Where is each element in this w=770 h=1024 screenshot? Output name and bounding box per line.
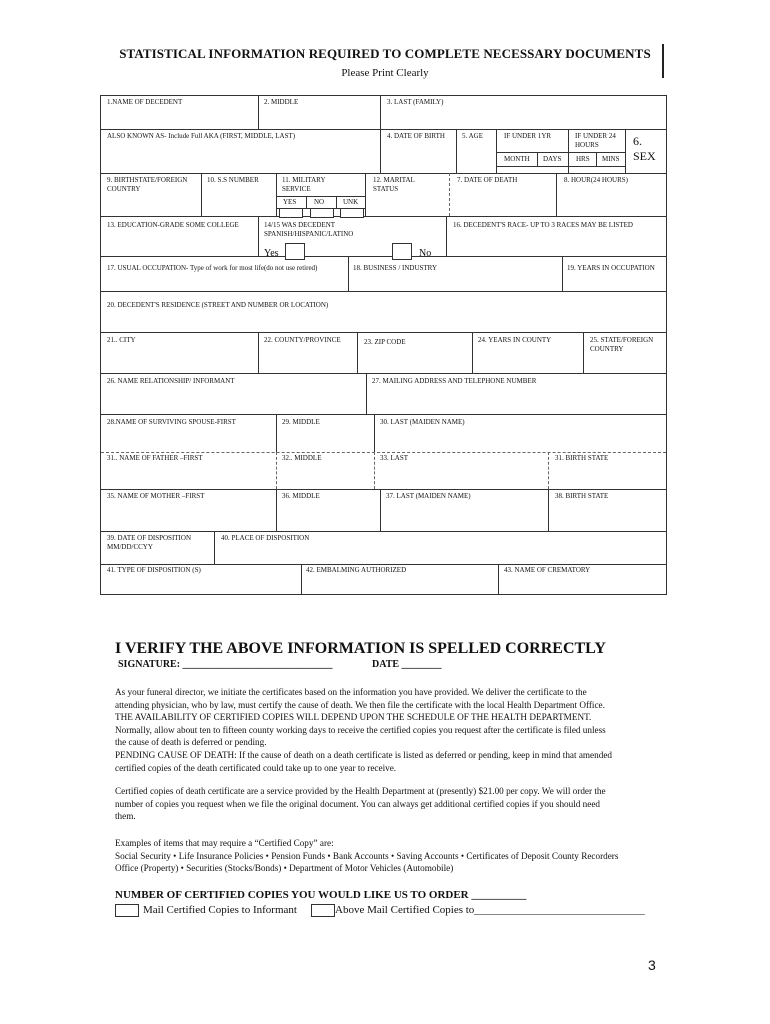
field-middle: 2. MIDDLE: [264, 98, 299, 106]
field-education: 13. EDUCATION-GRADE SOME COLLEGE: [107, 221, 239, 229]
military-no: NO: [314, 198, 325, 206]
mail-informant-checkbox[interactable]: [115, 904, 139, 917]
field-hour-24: 8. HOUR(24 HOURS): [564, 176, 628, 184]
para-line: Normally, allow about ten to fifteen county working days to receive the certified copies you request after the certificate is filed unless: [115, 724, 606, 735]
field-country: COUNTRY: [107, 185, 141, 193]
field-also-known-as: ALSO KNOWN AS- Include Full AKA (FIRST, MIDDLE, LAST): [107, 132, 296, 140]
col-divider: [276, 414, 277, 452]
field-name-of-decedent: 1.NAME OF DECEDENT: [107, 98, 183, 106]
col-divider: [583, 332, 584, 373]
col-divider: [336, 196, 337, 208]
col-divider: [276, 173, 277, 216]
field-years-in-occupation: 19. YEARS IN OCCUPATION: [567, 264, 655, 272]
field-days: DAYS: [543, 155, 562, 163]
field-marital: 12. MARITAL: [373, 176, 415, 184]
field-usual-occupation: 17. USUAL OCCUPATION- Type of work for most life(do not use retired): [107, 264, 318, 272]
field-residence: 20. DECEDENT'S RESIDENCE (STREET AND NUMBER OR LOCATION): [107, 301, 329, 309]
military-unk: UNK: [343, 198, 359, 206]
field-hours: HOURS: [575, 141, 599, 149]
row-divider: [101, 216, 666, 217]
col-divider: [380, 489, 381, 531]
subrow-divider: [276, 196, 365, 197]
signature-line[interactable]: SIGNATURE: ______________________________: [118, 659, 333, 670]
hispanic-no-checkbox[interactable]: [392, 243, 412, 260]
subrow-divider: [496, 152, 625, 153]
col-divider: [625, 129, 626, 173]
field-county-province: 22. COUNTY/PROVINCE: [264, 336, 341, 344]
paragraph-funeral-director: [115, 686, 675, 774]
para-line: Social Security • Life Insurance Policies • Pension Funds • Bank Accounts • Saving Accounts • Certificates of Deposit County Recorders: [115, 850, 619, 861]
col-divider: [301, 564, 302, 594]
field-spanish-hispanic: SPANISH/HISPANIC/LATINO: [264, 230, 354, 238]
row-divider: [101, 373, 666, 374]
field-date-of-death: 7. DATE OF DEATH: [457, 176, 518, 184]
field-mins: MINS: [602, 155, 620, 163]
field-mother-middle: 36. MIDDLE: [282, 492, 320, 500]
date-line[interactable]: DATE ________: [372, 659, 442, 670]
field-spouse-middle: 29. MIDDLE: [282, 418, 320, 426]
col-divider: [374, 414, 375, 452]
above-mail-label[interactable]: Above Mail Certified Copies to_______________________________: [335, 904, 645, 916]
field-date-format: MM/DD/CCYY: [107, 543, 153, 551]
statistical-form: [100, 95, 667, 595]
field-military: 11. MILITARY: [282, 176, 326, 184]
col-divider: [276, 452, 277, 489]
col-divider: [498, 564, 499, 594]
field-zip-code: 23. ZIP CODE: [364, 338, 406, 346]
subrow-divider: [496, 166, 625, 167]
page-number: 3: [648, 957, 656, 973]
field-if-under-24: IF UNDER 24: [575, 132, 616, 140]
col-divider: [537, 152, 538, 166]
field-type-of-disposition: 41. TYPE OF DISPOSITION (S): [107, 566, 201, 574]
row-divider: [101, 489, 666, 490]
form-subtitle: Please Print Clearly: [341, 67, 429, 79]
form-title: STATISTICAL INFORMATION REQUIRED TO COMPLETE NECESSARY DOCUMENTS: [119, 46, 651, 61]
hispanic-no-label: No: [419, 248, 432, 259]
field-city: 21.. CITY: [107, 336, 136, 344]
field-sex: 6. SEX: [633, 134, 656, 163]
para-line: THE AVAILABILITY OF CERTIFIED COPIES WILL DEPEND UPON THE SCHEDULE OF THE HEALTH DEPARTMENT.: [115, 712, 592, 723]
field-crematory: 43. NAME OF CREMATORY: [504, 566, 591, 574]
para-line: them.: [115, 811, 136, 822]
military-yes: YES: [283, 198, 297, 206]
col-divider: [214, 531, 215, 564]
col-divider: [562, 256, 563, 291]
field-father-first: 31.. NAME OF FATHER –FIRST: [107, 454, 203, 462]
para-line: number of copies you request when we file the original document. You can always get additional certified copies if you should need: [115, 798, 601, 809]
margin-bar: [662, 44, 664, 78]
hispanic-yes-checkbox[interactable]: [285, 243, 305, 260]
paragraph-certified-copies: [115, 785, 675, 823]
row-divider: [101, 291, 666, 292]
para-line: Office (Property) • Securities (Stocks/Bonds) • Department of Motor Vehicles (Automobile): [115, 863, 454, 874]
col-divider: [548, 489, 549, 531]
col-divider: [201, 173, 202, 216]
field-last-family: 3. LAST (FAMILY): [387, 98, 444, 106]
field-was-decedent: 14/15 WAS DECEDENT: [264, 221, 336, 229]
field-father-last: 33. LAST: [380, 454, 408, 462]
number-of-copies-line[interactable]: NUMBER OF CERTIFIED COPIES YOU WOULD LIKE US TO ORDER __________: [115, 889, 527, 901]
col-divider: [258, 96, 259, 129]
field-date-of-birth: 4. DATE OF BIRTH: [387, 132, 445, 140]
field-surviving-spouse: 28.NAME OF SURVIVING SPOUSE-FIRST: [107, 418, 236, 426]
para-line: Examples of items that may require a “Certified Copy” are:: [115, 838, 334, 848]
field-father-birth-state: 31. BIRTH STATE: [555, 454, 609, 462]
col-divider: [258, 216, 259, 256]
field-service: SERVICE: [282, 185, 311, 193]
col-divider: [446, 216, 447, 256]
col-divider: [596, 152, 597, 166]
hispanic-yes-label: Yes: [264, 248, 279, 259]
mail-informant-label: Mail Certified Copies to Informant: [143, 904, 297, 916]
col-divider: [548, 452, 549, 489]
col-divider: [449, 173, 450, 216]
field-years-in-county: 24. YEARS IN COUNTY: [478, 336, 552, 344]
field-age: 5. AGE: [462, 132, 483, 140]
row-divider: [101, 332, 666, 333]
field-race: 16. DECEDENT'S RACE- UP TO 3 RACES MAY BE LISTED: [453, 221, 633, 229]
field-date-of-disposition: 39. DATE OF DISPOSITION: [107, 534, 192, 542]
above-mail-checkbox[interactable]: [311, 904, 335, 917]
col-divider: [472, 332, 473, 373]
field-status: STATUS: [373, 185, 399, 193]
col-divider: [306, 196, 307, 208]
col-divider: [556, 173, 557, 216]
para-line: PENDING CAUSE OF DEATH: If the cause of death on a death certificate is listed as deferred or pending, keep in mind that amended: [115, 749, 612, 760]
field-business-industry: 18. BUSINESS / INDUSTRY: [353, 264, 438, 272]
row-divider: [101, 452, 666, 453]
field-state-foreign: 25. STATE/FOREIGN: [590, 336, 654, 344]
field-month: MONTH: [504, 155, 530, 163]
field-father-middle: 32.. MIDDLE: [282, 454, 322, 462]
field-mother-birth-state: 38. BIRTH STATE: [555, 492, 609, 500]
col-divider: [366, 373, 367, 414]
para-line: As your funeral director, we initiate the certificates based on the information you have provided. We deliver the certificate to the: [115, 687, 587, 697]
row-divider: [101, 173, 666, 174]
para-line: Certified copies of death certificate are a service provided by the Health Department at (presently) $21.00 per copy. We will order the: [115, 786, 606, 796]
col-divider: [365, 173, 366, 216]
field-place-of-disposition: 40. PLACE OF DISPOSITION: [221, 534, 310, 542]
military-unk-checkbox[interactable]: [340, 208, 364, 218]
row-divider: [101, 129, 666, 130]
field-embalming-authorized: 42. EMBALMING AUTHORIZED: [306, 566, 407, 574]
para-line: attending physician, who by law, must certify the cause of death. We then file the certificate with the local Health Department Office.: [115, 699, 605, 710]
military-yes-checkbox[interactable]: [279, 208, 303, 218]
para-line: certified copies of the death certificated could take up to one year to receive.: [115, 762, 397, 773]
field-hrs: HRS: [576, 155, 590, 163]
col-divider: [258, 332, 259, 373]
field-state-country: COUNTRY: [590, 345, 624, 353]
field-mailing-address: 27. MAILING ADDRESS AND TELEPHONE NUMBER: [372, 377, 537, 385]
row-divider: [101, 256, 666, 257]
col-divider: [374, 452, 375, 489]
verify-heading: I VERIFY THE ABOVE INFORMATION IS SPELLED CORRECTLY: [115, 640, 606, 657]
row-divider: [101, 564, 666, 565]
field-birthstate: 9. BIRTHSTATE/FOREIGN: [107, 176, 188, 184]
col-divider: [456, 129, 457, 173]
col-divider: [357, 332, 358, 373]
field-mother-last: 37. LAST (MAIDEN NAME): [386, 492, 471, 500]
row-divider: [101, 531, 666, 532]
field-spouse-last: 30. LAST (MAIDEN NAME): [380, 418, 465, 426]
col-divider: [380, 129, 381, 173]
field-mother-first: 35. NAME OF MOTHER –FIRST: [107, 492, 205, 500]
col-divider: [276, 489, 277, 531]
field-ss-number: 10. S.S NUMBER: [207, 176, 259, 184]
field-if-under-1yr: IF UNDER 1YR: [504, 132, 552, 140]
col-divider: [348, 256, 349, 291]
col-divider: [380, 96, 381, 129]
military-no-checkbox[interactable]: [310, 208, 334, 218]
paragraph-examples: [115, 837, 675, 875]
field-relationship-informant: 26. NAME RELATIONSHIP/ INFORMANT: [107, 377, 235, 385]
para-line: the cause of death is deferred or pending.: [115, 737, 267, 748]
row-divider: [101, 414, 666, 415]
